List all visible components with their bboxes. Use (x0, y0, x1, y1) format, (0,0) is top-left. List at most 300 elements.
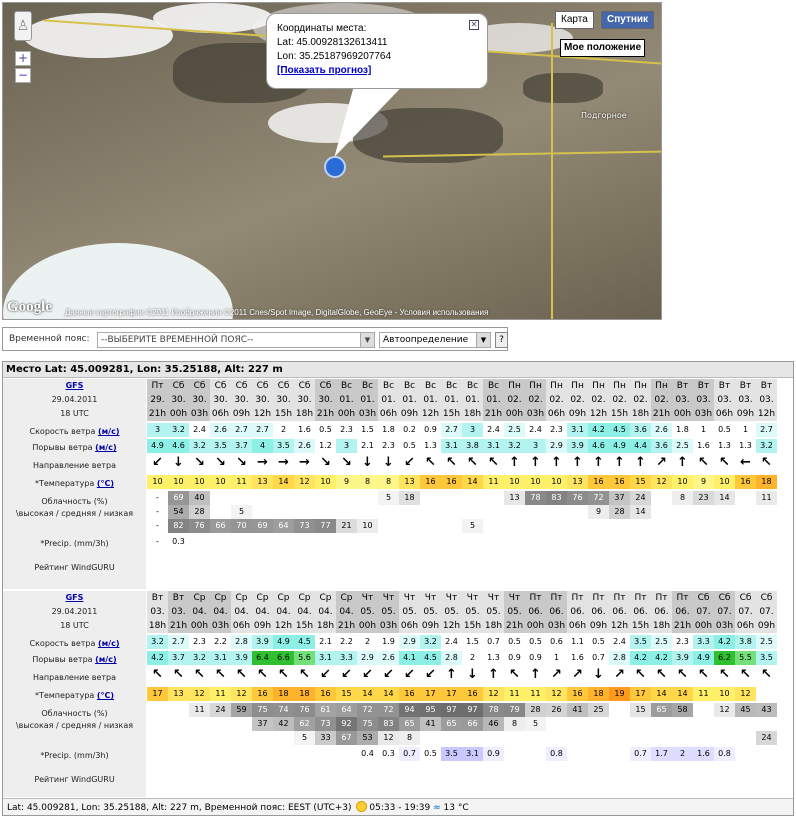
c_mid-cell (651, 505, 672, 519)
hours-cell: 00h (337, 409, 356, 419)
zoom-out-button[interactable]: − (15, 68, 31, 83)
row-label (3, 459, 146, 473)
dates-cell: 01. (378, 393, 399, 407)
hours-cell: 21h (484, 409, 503, 419)
wind-unit-link[interactable]: (м/с) (97, 639, 120, 648)
c_mid-cell (756, 505, 777, 519)
temp-cell: 12 (189, 687, 210, 701)
dates-cell: 05. (420, 605, 441, 619)
row-label (3, 749, 146, 763)
hours-cell: 21h (316, 409, 335, 419)
dates-cell: 02. (630, 393, 651, 407)
gust-cell: 4.1 (399, 651, 420, 665)
dir-cell: ↑ (614, 455, 625, 470)
sun-times: 05:33 - 19:39 (369, 803, 431, 813)
wind-label: Скорость ветра (29, 427, 96, 436)
c_mid-cell (714, 717, 735, 731)
wind-cell: 0.6 (550, 637, 563, 646)
c_mid-cell: 37 (252, 717, 273, 731)
wind-cell: 2.4 (193, 425, 206, 434)
gust-cell: 3.2 (504, 439, 525, 453)
dates-cell: 01. (441, 393, 462, 407)
days-cell: Сб (693, 591, 714, 605)
precip-cell (567, 747, 588, 761)
dates-cell: 30. (315, 393, 336, 407)
c_low-cell (504, 519, 525, 533)
gust-cell: 3.5 (210, 439, 231, 453)
gust-cell: 2.6 (378, 651, 399, 665)
hours-cell: 09h (421, 621, 440, 631)
gust-cell: 2 (469, 653, 476, 662)
temp-cell: 14 (462, 475, 483, 489)
c_high-cell (735, 491, 756, 505)
days-cell: Вт (693, 379, 714, 393)
wind-unit-link[interactable]: (м/с) (97, 427, 120, 436)
dates-cell: 06. (588, 605, 609, 619)
temperature-unit-link[interactable]: (°С) (96, 691, 115, 700)
temperature-label: *Температура (34, 479, 95, 488)
gust-cell: 1 (553, 653, 560, 662)
c_mid-cell (735, 505, 756, 519)
days-cell: Чт (441, 591, 462, 605)
model-link[interactable]: GFS (65, 593, 84, 602)
street-view-pegman-icon[interactable]: ♙ (14, 11, 32, 41)
dir-cell: ↑ (530, 667, 541, 682)
map-type-map-button[interactable]: Карта (555, 11, 594, 29)
hours-cell: 12h (757, 409, 776, 419)
village-label: Подгорное (581, 111, 627, 120)
dates-cell: 07. (756, 605, 777, 619)
dir-cell: ↘ (215, 455, 226, 470)
wind-cell: 2.6 (651, 423, 672, 437)
c_low-cell (483, 731, 504, 745)
hours-cell: 09h (568, 409, 587, 419)
temp-cell: 18 (588, 687, 609, 701)
close-icon[interactable]: ✕ (470, 20, 478, 29)
row-label (3, 671, 146, 685)
temp-cell: 10 (546, 475, 567, 489)
dates-cell: 05. (483, 605, 504, 619)
wind-cell: 3.5 (630, 635, 651, 649)
c_low-cell: 69 (252, 519, 273, 533)
dates-cell: 04. (252, 605, 273, 619)
dates-cell: 07. (693, 605, 714, 619)
days-cell: Сб (231, 379, 252, 393)
gust-cell: 4.6 (168, 439, 189, 453)
google-logo: Google (7, 299, 52, 315)
gust-cell: 3.3 (336, 651, 357, 665)
c_high-cell: 28 (525, 703, 546, 717)
gust-cell: 3 (525, 439, 546, 453)
days-cell: Вс (420, 379, 441, 393)
days-cell: Вс (399, 379, 420, 393)
days-cell: Вт (168, 591, 189, 605)
gust-cell: 3.6 (651, 439, 672, 453)
gust-cell: 2.8 (609, 651, 630, 665)
days-cell: Вт (735, 379, 756, 393)
c_high-cell (483, 491, 504, 505)
c_low-cell: 53 (357, 731, 378, 745)
c_mid-cell: 54 (168, 505, 189, 519)
wind-cell: 0.7 (487, 637, 500, 646)
dates-cell: 01. (399, 393, 420, 407)
precip-cell (189, 747, 210, 761)
wind-cell: 2.4 (445, 637, 458, 646)
wind-cell: 3.8 (735, 635, 756, 649)
satellite-map[interactable] (2, 2, 662, 320)
gust-unit-link[interactable]: (м/с) (95, 443, 117, 452)
temp-cell: 12 (735, 687, 756, 701)
c_high-cell (462, 491, 483, 505)
precip-cell (756, 747, 777, 761)
row-label (3, 537, 146, 551)
precip-cell (693, 535, 714, 549)
temp-cell: 17 (630, 687, 651, 701)
wind-cell: 3.3 (693, 635, 714, 649)
dir-cell: ↑ (488, 667, 499, 682)
c_low-cell (420, 731, 441, 745)
temp-cell: 16 (609, 475, 630, 489)
gust-cell: 0.9 (508, 653, 521, 662)
dir-cell: ↖ (446, 455, 457, 470)
c_mid-cell (294, 505, 315, 519)
gust-cell: 4.6 (588, 439, 609, 453)
zoom-in-button[interactable]: + (15, 51, 31, 66)
wind-cell: 3 (147, 423, 168, 437)
c_low-cell: 8 (399, 731, 420, 745)
days-cell: Пт (651, 591, 672, 605)
row-label (3, 605, 146, 619)
temp-cell: 13 (252, 475, 273, 489)
c_mid-cell: 65 (399, 717, 420, 731)
dir-cell: ↙ (362, 667, 373, 682)
days-cell: Ср (252, 591, 273, 605)
dates-cell: 02. (546, 393, 567, 407)
gust-cell: 4.5 (420, 651, 441, 665)
row-label (3, 561, 146, 575)
timezone-bar (2, 327, 508, 351)
gust-cell: 2.9 (546, 439, 567, 453)
days-cell: Вс (378, 379, 399, 393)
wind-cell: 2.7 (252, 423, 273, 437)
gust-cell: 1.3 (487, 653, 500, 662)
dir-cell: ↘ (341, 455, 352, 470)
c_low-cell (273, 731, 294, 745)
hours-cell: 00h (169, 409, 188, 419)
model-link[interactable]: GFS (65, 381, 84, 390)
c_high-cell: 58 (672, 703, 693, 717)
gust-cell: 4.9 (609, 439, 630, 453)
hours-cell: 12h (421, 409, 440, 419)
dir-cell: ↘ (236, 455, 247, 470)
c_low-cell: 10 (357, 519, 378, 533)
c_high-cell: 45 (735, 703, 756, 717)
c_high-cell (609, 703, 630, 717)
precip-cell (609, 747, 630, 761)
hours-cell: 21h (337, 621, 356, 631)
precip-cell (462, 535, 483, 549)
gust-cell: 2.8 (441, 651, 462, 665)
dates-cell: 30. (273, 393, 294, 407)
gust-cell: 3.9 (231, 651, 252, 665)
show-forecast-link[interactable]: [Показать прогноз] (277, 65, 372, 76)
precip-cell (588, 535, 609, 549)
wind-cell: 3.6 (630, 423, 651, 437)
c_high-cell (147, 703, 168, 717)
precip-cell (546, 535, 567, 549)
temp-cell: 16 (462, 687, 483, 701)
temperature-unit-link[interactable]: (°С) (96, 479, 115, 488)
temp-cell: 18 (273, 687, 294, 701)
wind-cell: 3.2 (168, 423, 189, 437)
c_mid-cell (651, 717, 672, 731)
c_high-cell: 72 (357, 703, 378, 717)
dir-cell: ↖ (677, 667, 688, 682)
gust-cell: 4.9 (147, 439, 168, 453)
precip-cell (189, 535, 210, 549)
dir-cell: ↖ (215, 667, 226, 682)
dir-cell: ↖ (656, 667, 667, 682)
wind-cell: 1.1 (571, 637, 584, 646)
hours-cell: 18h (463, 409, 482, 419)
hours-cell: 12h (442, 621, 461, 631)
temp-cell: 8 (378, 475, 399, 489)
dir-cell: ↖ (152, 667, 163, 682)
c_mid-cell: 62 (294, 717, 315, 731)
temp-cell: 9 (693, 475, 714, 489)
dates-cell: 02. (525, 393, 546, 407)
hours-cell: 06h (232, 621, 251, 631)
info-window (266, 13, 488, 89)
dates-cell: 05. (462, 605, 483, 619)
temp-cell: 14 (273, 475, 294, 489)
c_high-cell: 97 (462, 703, 483, 717)
dates-cell: 05. (357, 605, 378, 619)
days-cell: Чт (462, 591, 483, 605)
precip-cell (210, 535, 231, 549)
gust-cell: 4.4 (630, 439, 651, 453)
wind-cell: 0.5 (508, 637, 521, 646)
wind-cell: 1.6 (298, 425, 311, 434)
dates-cell: 30. (231, 393, 252, 407)
c_high-cell: 74 (273, 703, 294, 717)
c_mid-cell: 75 (357, 717, 378, 731)
dates-cell: 30. (252, 393, 273, 407)
dir-cell: ↑ (446, 667, 457, 682)
wind-cell: 2.8 (231, 635, 252, 649)
location-marker-icon[interactable] (324, 156, 346, 178)
wind-cell: 0.2 (403, 425, 416, 434)
c_mid-cell: 66 (462, 717, 483, 731)
c_low-cell (567, 519, 588, 533)
hours-cell: 21h (148, 409, 167, 419)
precip-cell (168, 747, 189, 761)
gust-cell: 1.3 (718, 441, 731, 450)
c_high-cell: 40 (189, 491, 210, 505)
info-lon: Lon: 35.25187969207764 (277, 51, 392, 62)
hours-cell: 06h (715, 409, 734, 419)
temp-cell: 10 (147, 475, 168, 489)
c_mid-cell: 42 (273, 717, 294, 731)
dir-cell: ↖ (635, 667, 646, 682)
dir-cell: ↙ (152, 455, 163, 470)
dir-cell: ↖ (698, 667, 709, 682)
hours-cell: 06h (379, 409, 398, 419)
c_mid-cell (357, 505, 378, 519)
temp-cell: 10 (189, 475, 210, 489)
hours-cell: 00h (358, 621, 377, 631)
days-cell: Ср (273, 591, 294, 605)
wind-cell: 2.3 (550, 425, 563, 434)
gust-cell: 4.2 (630, 651, 651, 665)
gust-label: Порывы ветра (32, 655, 93, 664)
c_low-cell (630, 519, 651, 533)
c_mid-cell: 8 (504, 717, 525, 731)
wind-cell: 2.3 (676, 637, 689, 646)
c_low-cell (630, 731, 651, 745)
forecast-section (3, 591, 794, 797)
wind-cell: 2.3 (340, 425, 353, 434)
c_low-cell: 5 (462, 519, 483, 533)
dir-cell: ↖ (278, 667, 289, 682)
c_high-cell: 26 (546, 703, 567, 717)
days-cell: Чт (420, 591, 441, 605)
hours-cell: 12h (253, 409, 272, 419)
c_low-cell: 82 (168, 519, 189, 533)
gust-cell: 2.1 (361, 441, 374, 450)
gust-cell: 6.4 (252, 651, 273, 665)
c_mid-cell: 92 (336, 717, 357, 731)
c_mid-cell (420, 505, 441, 519)
hours-cell: 06h (400, 621, 419, 631)
wind-cell: 1 (700, 425, 707, 434)
wind-cell: 1.8 (382, 425, 395, 434)
my-position-button[interactable]: Мое положение (560, 39, 645, 57)
gust-cell: 0.5 (403, 441, 416, 450)
forecast-run: 18 UTC (60, 621, 89, 630)
cloud-sublabel: \высокая / средняя / низкая (15, 721, 134, 730)
wind-cell: 1.9 (382, 637, 395, 646)
gust-cell: 6.6 (273, 651, 294, 665)
dates-cell: 30. (189, 393, 210, 407)
temp-cell: 17 (441, 687, 462, 701)
dates-cell: 02. (651, 393, 672, 407)
forecast-title: Место Lat: 45.009281, Lon: 35.25188, Alt: 227 m (3, 362, 793, 378)
dates-cell: 06. (567, 605, 588, 619)
dates-cell: 03. (735, 393, 756, 407)
days-cell: Вс (483, 379, 504, 393)
dir-cell: ↖ (299, 667, 310, 682)
dates-cell: 02. (588, 393, 609, 407)
dir-cell: ↙ (425, 667, 436, 682)
gust-cell: 3.1 (315, 651, 336, 665)
hours-cell: 06h (736, 621, 755, 631)
dates-cell: 07. (735, 605, 756, 619)
wind-cell: 2.7 (168, 635, 189, 649)
help-button[interactable]: ? (495, 332, 508, 348)
dates-cell: 04. (189, 605, 210, 619)
c_mid-cell (714, 505, 735, 519)
days-cell: Пн (525, 379, 546, 393)
days-cell: Сб (714, 591, 735, 605)
precip-cell (294, 747, 315, 761)
dir-cell: ↙ (341, 667, 352, 682)
dir-cell: ↖ (467, 455, 478, 470)
auto-detect-select[interactable] (379, 332, 491, 348)
c_low-cell (651, 519, 672, 533)
days-cell: Вт (147, 591, 168, 605)
temp-cell: 14 (378, 687, 399, 701)
wind-cell: 2.3 (193, 637, 206, 646)
c_mid-cell (441, 505, 462, 519)
wind-cell: 4.2 (588, 423, 609, 437)
dates-cell: 04. (273, 605, 294, 619)
precip-cell: 1.6 (693, 747, 714, 761)
wind-cell: 3.2 (420, 635, 441, 649)
c_mid-cell (546, 505, 567, 519)
dir-cell: ↓ (383, 455, 394, 470)
days-cell: Ср (336, 591, 357, 605)
map-type-satellite-button[interactable]: Спутник (601, 11, 654, 29)
days-cell: Пн (630, 379, 651, 393)
dates-cell: 01. (420, 393, 441, 407)
timezone-label: Временной пояс: (9, 334, 90, 344)
temp-cell: 10 (504, 475, 525, 489)
forecast-footer (3, 798, 794, 816)
hours-cell: 03h (190, 409, 209, 419)
days-cell: Сб (735, 591, 756, 605)
c_mid-cell (189, 717, 210, 731)
water-temp: 13 °C (443, 803, 469, 813)
precip-cell (231, 535, 252, 549)
temp-cell: 12 (294, 475, 315, 489)
c_low-cell: 21 (336, 519, 357, 533)
c_high-cell: 15 (630, 703, 651, 717)
c_high-cell: 78 (483, 703, 504, 717)
gust-cell: 5.5 (735, 651, 756, 665)
days-cell: Пт (588, 591, 609, 605)
dates-cell: 03. (168, 605, 189, 619)
c_low-cell: 67 (336, 731, 357, 745)
temp-cell: 16 (252, 687, 273, 701)
c_mid-cell (168, 717, 189, 731)
days-cell: Пт (546, 591, 567, 605)
dates-cell: 03. (147, 605, 168, 619)
cloud-shadow (523, 73, 603, 103)
gust-cell: 3.7 (168, 651, 189, 665)
c_high-cell (336, 491, 357, 505)
c_low-cell (462, 731, 483, 745)
c_mid-cell (210, 717, 231, 731)
precip-cell (273, 535, 294, 549)
dir-cell: ↖ (698, 455, 709, 470)
c_high-cell: 13 (504, 491, 525, 505)
precip-cell: 0.3 (172, 537, 185, 546)
dir-cell: ↗ (656, 455, 667, 470)
dates-cell: 30. (168, 393, 189, 407)
gust-unit-link[interactable]: (м/с) (95, 655, 117, 664)
road (551, 23, 553, 320)
wind-cell: 4.5 (609, 423, 630, 437)
precip-cell: 3.5 (441, 747, 462, 761)
timezone-select[interactable] (97, 332, 375, 348)
dates-cell: 06. (630, 605, 651, 619)
hours-cell: 03h (526, 409, 545, 419)
wind-cell: 1.5 (361, 425, 374, 434)
days-cell: Пн (588, 379, 609, 393)
temp-cell: 14 (357, 687, 378, 701)
dates-cell: 03. (672, 393, 693, 407)
